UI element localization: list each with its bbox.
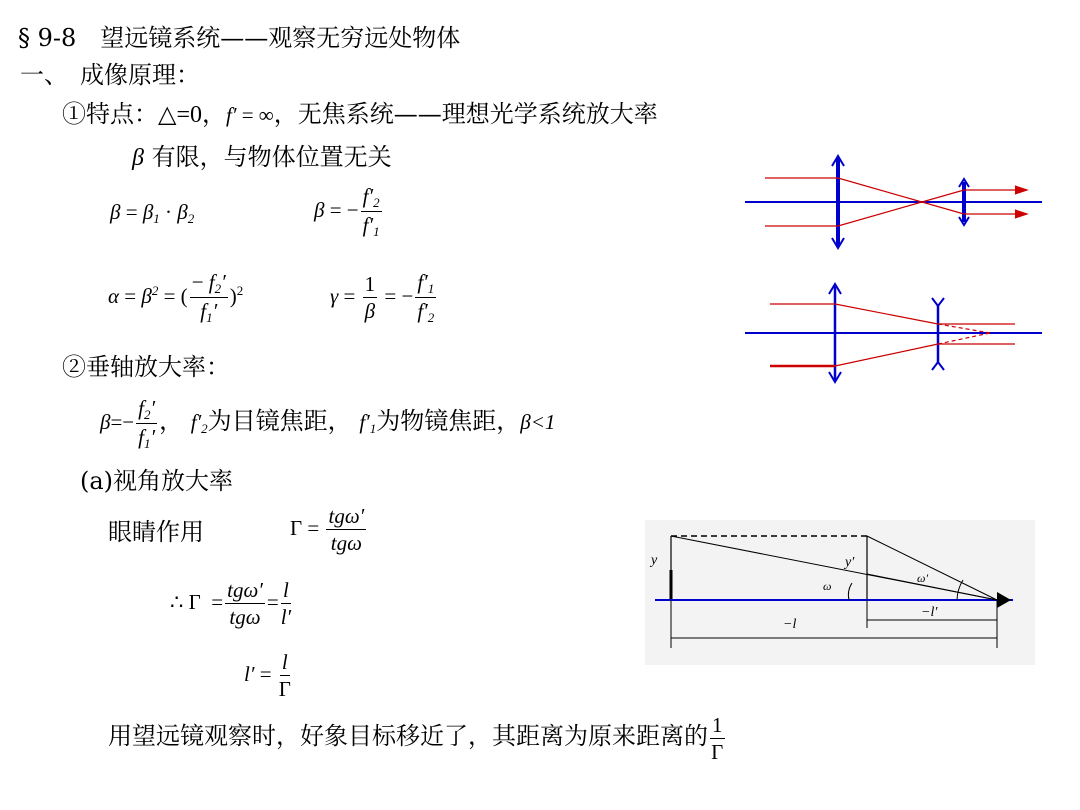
formula-therefore-Gamma: ∴ Γ = $\frac{\text{tgω′}}{\text{tgω}}$ = $\frac{l}{l'}$ bbox=[170, 578, 292, 629]
label-y-prime: y′ bbox=[845, 555, 855, 570]
fraction-one-over-Gamma: $\frac{1}{\Gamma}$ bbox=[711, 713, 724, 764]
formula-beta-ratio: β = − $\frac{f'_2}{f'_1}$ bbox=[314, 184, 380, 239]
label-y: y bbox=[651, 553, 658, 568]
point1-delta: △=0， bbox=[158, 102, 226, 128]
label-neg-l: −l bbox=[783, 617, 797, 632]
diagram-angular-magnification bbox=[645, 520, 1035, 665]
point1-line bbox=[62, 102, 658, 127]
formula-l-prime: l′ = $\frac{l}{\Gamma}$ bbox=[244, 650, 291, 701]
point1-prefix: ①特点： bbox=[62, 100, 158, 128]
formula-f-infinity: f′ = ∞ bbox=[226, 103, 274, 127]
label-omega: ω bbox=[823, 579, 832, 593]
point2-text2: 为物镜焦距， bbox=[376, 406, 521, 435]
point1-line2 bbox=[132, 145, 392, 170]
point2-line: β=− $\frac{f_2'}{f_1'}$ ， $f'_2$为目镜焦距， $f'_1$为物镜焦距，β<1 bbox=[100, 396, 556, 451]
point2-text1: 为目镜焦距， bbox=[207, 406, 352, 435]
formula-beta-def: β=− $\frac{f_2'}{f_1'}$ bbox=[100, 396, 156, 451]
light-rays bbox=[770, 304, 1015, 366]
point1-mid: ，无焦系统——理想光学系统放大率 bbox=[273, 100, 658, 128]
page-title: § 9-8 望远镜系统——观察无穷远处物体 bbox=[18, 24, 461, 52]
formula-alpha: $\alpha = \beta^2$ = ( $\frac{- f_2'}{f_1'}$ )$^2$ bbox=[108, 270, 244, 325]
background-frame bbox=[645, 520, 1035, 665]
formula-beta-product: $\beta = \beta_1 \cdot \beta_2$ bbox=[110, 200, 195, 226]
eye-label: 眼睛作用 bbox=[108, 518, 204, 546]
label-omega-prime: ω′ bbox=[917, 571, 929, 585]
point2-heading: ②垂轴放大率： bbox=[62, 353, 230, 381]
label-neg-l-prime: −l′ bbox=[921, 605, 938, 620]
point1-line2-text: 有限，与物体位置无关 bbox=[151, 143, 392, 171]
symbol-f1-prime: $f'_1$ bbox=[359, 409, 377, 436]
section-heading-imaging-principle: 一、 成像原理： bbox=[20, 61, 200, 89]
diagram-galilean-telescope bbox=[740, 280, 1050, 390]
diagram-kepler-telescope bbox=[740, 150, 1050, 260]
conclusion-text: 用望远镜观察时，好象目标移近了，其距离为原来距离的 bbox=[108, 721, 708, 750]
conclusion-line bbox=[108, 715, 727, 763]
formula-gamma: γ = $\frac{1}{\beta}$ = − $\frac{f'_1}{f'_2}$ bbox=[330, 270, 435, 325]
beta-less-than-one: β<1 bbox=[520, 409, 556, 434]
subheading-angular-magnification: (a)视角放大率 bbox=[80, 467, 234, 495]
formula-Gamma-def: Γ = $\frac{\text{tgω′}}{\text{tgω}}$ bbox=[290, 504, 365, 555]
beta-symbol: β bbox=[132, 145, 144, 171]
symbol-f2-prime: $f'_2$ bbox=[190, 409, 208, 436]
